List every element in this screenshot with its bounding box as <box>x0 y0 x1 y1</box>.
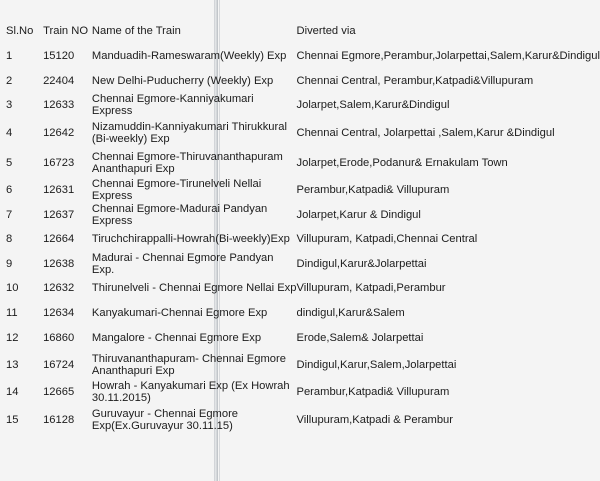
cell-sl-no: 9 <box>6 257 13 270</box>
cell-train-name: Tiruchchirappalli-Howrah(Bi-weekly)Exp <box>91 233 290 246</box>
cell-train-no: 12638 <box>43 257 75 270</box>
cell-diverted-via: Villupuram, Katpadi,Perambur <box>296 282 446 295</box>
cell-sl-no: 12 <box>6 331 19 344</box>
cell-train-name: New Delhi-Puducherry (Weekly) Exp <box>91 74 274 87</box>
cell-train-name: Kanyakumari-Chennai Egmore Exp <box>91 307 268 320</box>
table-row <box>0 148 600 178</box>
table-row <box>0 44 600 69</box>
cell-sl-no: 15 <box>6 413 19 426</box>
cell-diverted-via: Erode,Salem& Jolarpettai <box>296 331 424 344</box>
cell-train-no: 22404 <box>43 74 75 87</box>
cell-train-no: 12631 <box>43 184 75 197</box>
cell-diverted-via: Dindigul,Karur&Jolarpettai <box>296 257 427 270</box>
table-row <box>0 325 600 350</box>
cell-diverted-via: Jolarpet,Karur & Dindigul <box>296 208 421 221</box>
cell-sl-no: 5 <box>6 156 13 169</box>
cell-sl-no: 2 <box>6 74 13 87</box>
cell-diverted-via: Jolarpet,Salem,Karur&Dindigul <box>296 99 450 112</box>
cell-train-name: Chennai Egmore-Tirunelveli Nellai Express <box>91 178 262 203</box>
table-row <box>0 405 600 435</box>
cell-train-name: Chennai Egmore-Kanniyakumari Express <box>91 93 254 118</box>
cell-sl-no: 1 <box>6 50 13 63</box>
cell-train-no: 16128 <box>43 413 75 426</box>
header-sl-no: Sl.No <box>6 25 34 37</box>
cell-train-name: Thirunelveli - Chennai Egmore Nellai Exp <box>91 282 297 295</box>
table-row <box>0 252 600 277</box>
cell-diverted-via: Chennai Egmore,Perambur,Jolarpettai,Salem,Karur&Dindigul <box>296 50 600 63</box>
cell-diverted-via: Dindigul,Karur,Salem,Jolarpettai <box>296 358 457 371</box>
cell-train-no: 12634 <box>43 307 75 320</box>
header-train-name: Name of the Train <box>91 25 181 37</box>
cell-diverted-via: Perambur,Katpadi& Villupuram <box>296 386 450 399</box>
cell-sl-no: 14 <box>6 386 19 399</box>
cell-sl-no: 4 <box>6 126 13 139</box>
cell-train-no: 16724 <box>43 358 75 371</box>
header-train-no: Train NO <box>43 25 89 37</box>
cell-sl-no: 7 <box>6 208 13 221</box>
cell-train-no: 12633 <box>43 99 75 112</box>
cell-sl-no: 10 <box>6 282 19 295</box>
cell-diverted-via: dindigul,Karur&Salem <box>296 307 405 320</box>
cell-sl-no: 3 <box>6 99 13 112</box>
table-row <box>0 202 600 227</box>
table-row <box>0 69 600 94</box>
table-row <box>0 276 600 301</box>
cell-diverted-via: Chennai Central, Perambur,Katpadi&Villupuram <box>296 74 534 87</box>
table-row <box>0 380 600 405</box>
cell-sl-no: 13 <box>6 358 19 371</box>
cell-train-name: Manduadih-Rameswaram(Weekly) Exp <box>91 50 287 63</box>
cell-train-no: 12632 <box>43 282 75 295</box>
table-row <box>0 350 600 380</box>
table-row <box>0 227 600 252</box>
cell-diverted-via: Villupuram, Katpadi,Chennai Central <box>296 233 478 246</box>
cell-train-name: Chennai Egmore-Thiruvananthapuram Ananthapuri Exp <box>91 150 283 175</box>
table-row <box>0 301 600 326</box>
cell-train-no: 12664 <box>43 233 75 246</box>
table-row <box>0 93 600 118</box>
cell-train-name: Madurai - Chennai Egmore Pandyan Exp. <box>91 251 274 276</box>
header-diverted-via: Diverted via <box>296 25 356 37</box>
cell-sl-no: 6 <box>6 184 13 197</box>
cell-diverted-via: Jolarpet,Erode,Podanur& Ernakulam Town <box>296 156 508 169</box>
cell-train-no: 16723 <box>43 156 75 169</box>
table-header-row <box>0 18 600 44</box>
cell-train-name: Guruvayur - Chennai Egmore Exp(Ex.Guruvayur 30.11.15) <box>91 407 239 432</box>
cell-train-no: 15120 <box>43 50 75 63</box>
cell-train-no: 12642 <box>43 126 75 139</box>
cell-train-name: Mangalore - Chennai Egmore Exp <box>91 331 262 344</box>
diverted-trains-table <box>0 18 600 435</box>
cell-train-name: Chennai Egmore-Madurai Pandyan Express <box>91 202 268 227</box>
cell-train-no: 12637 <box>43 208 75 221</box>
table-row <box>0 118 600 148</box>
cell-train-name: Howrah - Kanyakumari Exp (Ex Howrah 30.11.2015) <box>91 380 290 405</box>
cell-sl-no: 11 <box>6 307 18 320</box>
cell-diverted-via: Chennai Central, Jolarpettai ,Salem,Karur &Dindigul <box>296 126 555 139</box>
cell-train-no: 12665 <box>43 386 75 399</box>
cell-diverted-via: Villupuram,Katpadi & Perambur <box>296 413 453 426</box>
cell-train-no: 16860 <box>43 331 75 344</box>
cell-sl-no: 8 <box>6 233 13 246</box>
cell-train-name: Thiruvananthapuram- Chennai Egmore Ananthapuri Exp <box>91 352 286 377</box>
cell-diverted-via: Perambur,Katpadi& Villupuram <box>296 184 450 197</box>
table-row <box>0 178 600 203</box>
cell-train-name: Nizamuddin-Kanniyakumari Thirukkural (Bi-weekly) Exp <box>91 120 287 145</box>
